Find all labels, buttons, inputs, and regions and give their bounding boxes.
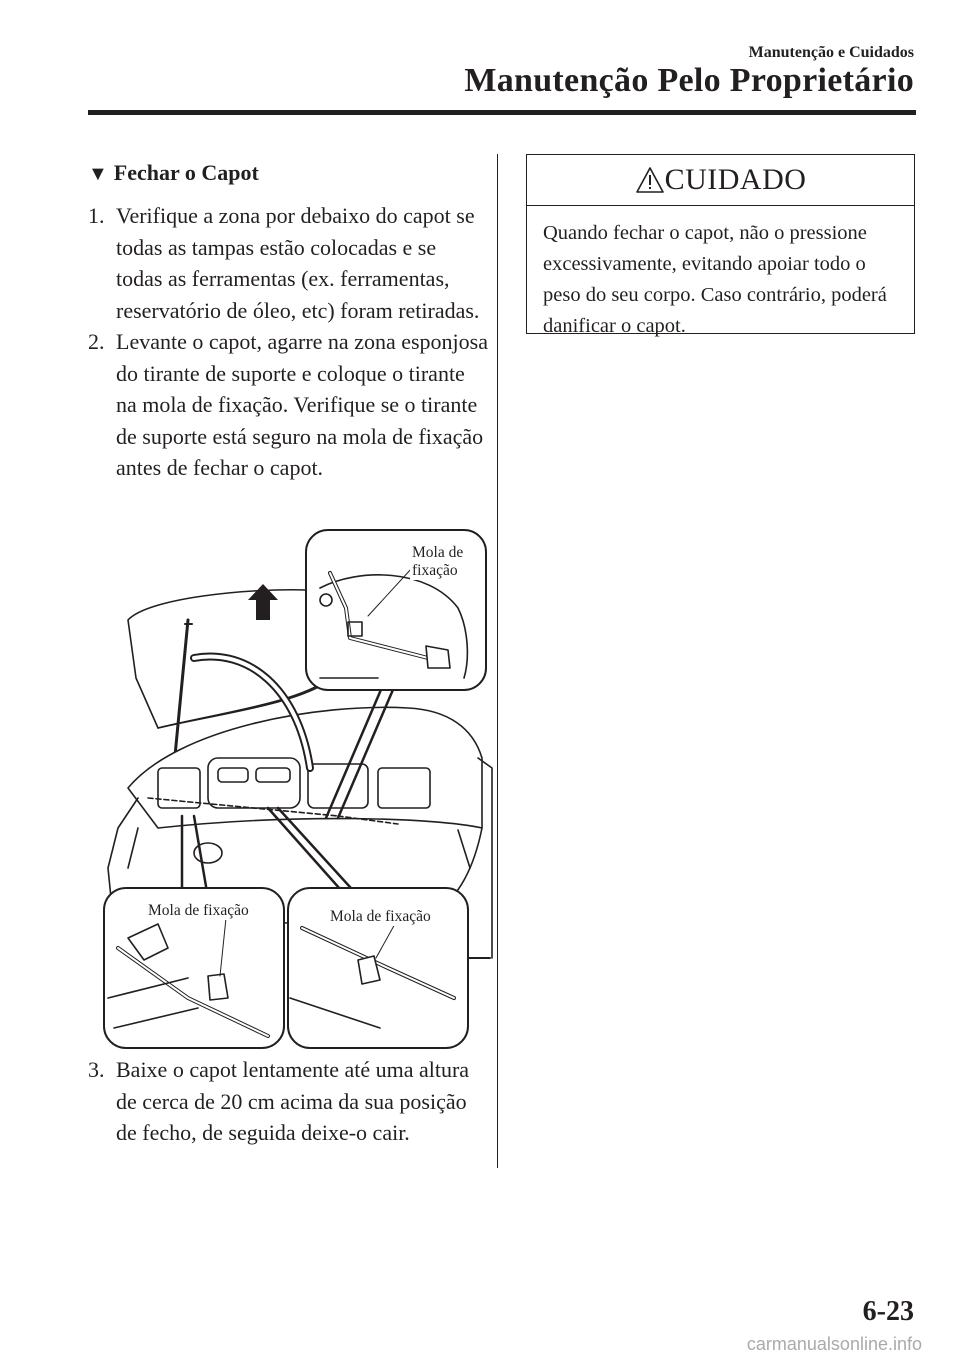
step-text: Verifique a zona por debaixo do capot se todas as tampas estão colocadas e se todas as ferramentas (ex. ferramentas, reservatório de óleo, etc) foram retiradas. bbox=[116, 203, 480, 323]
warning-triangle-icon bbox=[635, 166, 665, 194]
steps-list-continued bbox=[88, 1054, 488, 1149]
column-divider bbox=[497, 154, 498, 1168]
list-item bbox=[88, 326, 488, 484]
caution-box bbox=[526, 154, 915, 337]
label-line: Mola de bbox=[412, 544, 464, 561]
label-clip-bottom-left: Mola de fixação bbox=[148, 902, 249, 919]
engine-bay-illustration bbox=[98, 528, 498, 1058]
caution-text: Quando fechar o capot, não o pressione excessivamente, evitando apoiar todo o peso do seu corpo. Caso contrário, poderá danificar o capot. bbox=[543, 222, 887, 337]
procedure-heading bbox=[88, 160, 259, 186]
list-item bbox=[88, 1054, 488, 1149]
caution-title: CUIDADO bbox=[664, 163, 807, 196]
triangle-bullet-icon: ▼ bbox=[88, 163, 108, 185]
section-title: Manutenção Pelo Proprietário bbox=[464, 62, 914, 99]
label-line: fixação bbox=[412, 562, 458, 579]
step-number: 2. bbox=[88, 329, 105, 354]
steps-list bbox=[88, 200, 488, 484]
header-divider bbox=[88, 110, 916, 115]
page-number: 6-23 bbox=[862, 1296, 914, 1327]
procedure-title: Fechar o Capot bbox=[113, 160, 259, 185]
step-number: 1. bbox=[88, 203, 105, 228]
step-number: 3. bbox=[88, 1057, 105, 1082]
label-clip-top bbox=[410, 544, 465, 580]
hood-figure bbox=[98, 528, 498, 1058]
watermark: carmanualsonline.info bbox=[746, 1334, 922, 1354]
chapter-title: Manutenção e Cuidados bbox=[748, 44, 914, 61]
step-text: Levante o capot, agarre na zona esponjosa do tirante de suporte e coloque o tirante na mola de fixação. Verifique se o tirante de suporte está seguro na mola de fixação antes de fechar o capot. bbox=[116, 329, 488, 480]
list-item bbox=[88, 200, 488, 326]
step-text: Baixe o capot lentamente até uma altura de cerca de 20 cm acima da sua posição de fecho, de seguida deixe-o cair. bbox=[116, 1057, 470, 1145]
caution-header bbox=[527, 155, 914, 206]
label-clip-bottom-right: Mola de fixação bbox=[330, 908, 431, 925]
